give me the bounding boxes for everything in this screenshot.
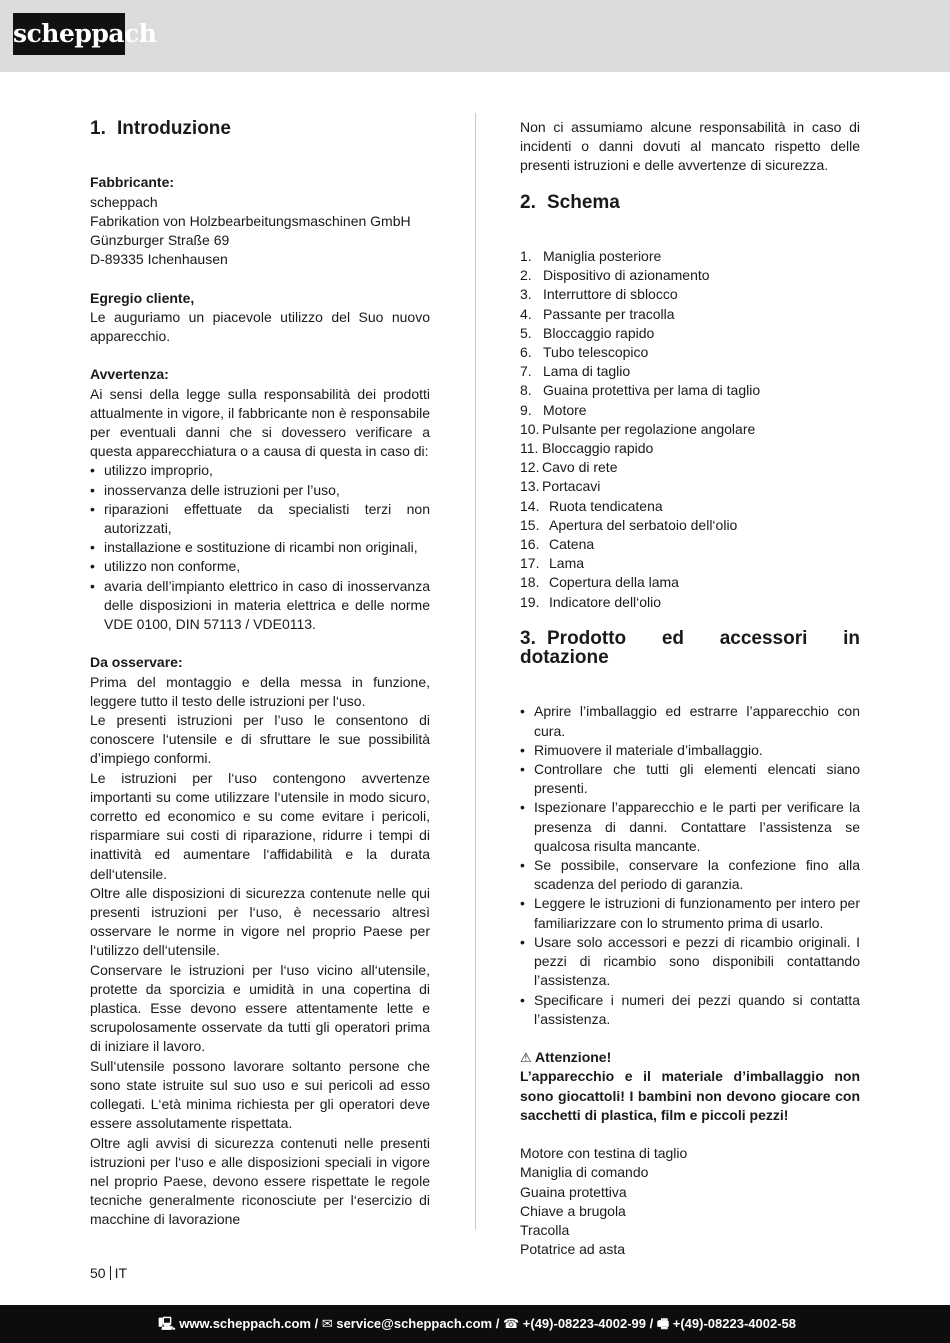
schema-item: 9. Motore bbox=[520, 401, 587, 418]
page-number: 50 IT bbox=[90, 1265, 128, 1281]
schema-item: 3. Interruttore di sblocco bbox=[520, 286, 678, 303]
list-item: • utilizzo non conforme, bbox=[90, 557, 430, 576]
liability-text: Non ci assumiamo alcune responsabilità in caso di incidenti o danni dovuti al mancato rispetto delle presenti istruzioni e delle avvertenze di sicurezza. bbox=[520, 119, 860, 174]
list-item: • Leggere le istruzioni di funzionamento per intero per familiarizzare con lo strumento prima di usarlo. bbox=[520, 894, 860, 932]
contact-line: 🖳 www.scheppach.com / ✉ service@scheppach.com / ☎ +(49)-08223-4002-99 / 🖷 +(49)-08223-4002-58 bbox=[158, 1316, 796, 1331]
contents-item: Potatrice ad asta bbox=[520, 1241, 626, 1258]
scheppach-logo: scheppach bbox=[13, 13, 125, 55]
manufacturer-label: Fabbricante: bbox=[90, 174, 175, 191]
attention-heading: ⚠ Attenzione! bbox=[520, 1049, 612, 1066]
manufacturer-line: Fabrikation von Holzbearbeitungsmaschinen GmbH bbox=[90, 212, 411, 229]
section-heading-schema: 2. Schema bbox=[520, 191, 620, 213]
schema-item: 13. Portacavi bbox=[520, 478, 601, 495]
manufacturer-line: scheppach bbox=[90, 193, 158, 210]
monitor-icon: 🖳 bbox=[158, 1316, 176, 1331]
schema-item: 19. Indicatore dell‘olio bbox=[520, 593, 662, 610]
warning-label: Avvertenza: bbox=[90, 366, 169, 383]
list-item: • Rimuovere il materiale d’imballaggio. bbox=[520, 741, 860, 760]
manufacturer-line: Günzburger Straße 69 bbox=[90, 232, 230, 248]
observe-paragraph: Sull‘utensile possono lavorare soltanto persone che sono state istruite sul suo uso e sui pericoli ad esso collegati. L‘età minima richiesta per gli operatori deve essere assolutamente rispettata. bbox=[90, 1057, 430, 1132]
contents-item: Tracolla bbox=[520, 1221, 570, 1238]
right-column bbox=[520, 118, 860, 1259]
observe-paragraph: Le istruzioni per l‘uso contengono avvertenze importanti su come utilizzare l‘utensile in modo sicuro, corretto ed economico e su come evitare i pericoli, risparmiare sui costi di riparazione, ridurre i tempi di inattività ed aumentare l‘affidabilità e la durata dell‘utensile. bbox=[90, 769, 430, 882]
list-item: • Controllare che tutti gli elementi elencati siano presenti. bbox=[520, 760, 860, 798]
schema-item: 18. Copertura della lama bbox=[520, 574, 679, 591]
section-heading-delivery: 3. Prodotto ed accessori in dotazione bbox=[520, 627, 860, 669]
warning-list bbox=[90, 461, 430, 634]
schema-item: 8. Guaina protettiva per lama di taglio bbox=[520, 382, 761, 399]
schema-item: 4. Passante per tracolla bbox=[520, 305, 675, 322]
section-heading-introduction: 1. Introduzione bbox=[90, 118, 231, 139]
schema-item: 16. Catena bbox=[520, 536, 595, 553]
list-item: • Ispezionare l’apparecchio e le parti per verificare la presenza di danni. Contattare l’assistenza se qualcosa risulta mancante. bbox=[520, 798, 860, 856]
schema-item: 12. Cavo di rete bbox=[520, 459, 618, 476]
schema-item: 10. Pulsante per regolazione angolare bbox=[520, 420, 756, 437]
delivery-list bbox=[520, 702, 860, 1028]
warning-text: Ai sensi della legge sulla responsabilità dei prodotti attualmente in vigore, il fabbricante non è responsabile per eventuali danni che si dovessero verificare a questa apparecchiatura o a causa di questa in caso di: bbox=[90, 385, 430, 460]
list-item: • Specificare i numeri dei pezzi quando si contatta l’assistenza. bbox=[520, 991, 860, 1029]
list-item: • avaria dell’impianto elettrico in caso di inosservanza delle disposizioni in materia elettrica e delle norme VDE 0100, DIN 57113 / VDE0113. bbox=[90, 577, 430, 635]
observe-paragraph: Prima del montaggio e della messa in funzione, leggere tutto il testo delle istruzioni per l‘uso. bbox=[90, 673, 430, 709]
contents-item: Guaina protettiva bbox=[520, 1183, 627, 1200]
observe-paragraph: Oltre alle disposizioni di sicurezza contenute nelle qui presenti istruzioni per l‘uso, è necessario altresì osservare le norme in vigore nel proprio Paese per l‘utilizzo dell‘utensile. bbox=[90, 884, 430, 959]
greeting-label: Egregio cliente, bbox=[90, 289, 195, 306]
attention-text: L’apparecchio e il materiale d’imballaggio non sono giocattoli! I bambini non devono giocare con sacchetti di plastica, film e piccoli pezzi! bbox=[520, 1068, 860, 1123]
phone-icon: ☎ bbox=[502, 1316, 520, 1331]
observe-paragraph: Oltre agli avvisi di sicurezza contenuti nelle presenti istruzioni per l‘uso e alle disposizioni speciali in vigore nel proprio Paese, devono essere rispettate le regole tecniche generalmente riconosciute per l‘esercizio di macchine di lavorazione bbox=[90, 1134, 430, 1228]
list-item: • installazione e sostituzione di ricambi non originali, bbox=[90, 538, 430, 557]
manufacturer-line: D-89335 Ichenhausen bbox=[90, 251, 228, 268]
mail-icon: ✉ bbox=[321, 1316, 333, 1331]
observe-paragraph: Conservare le istruzioni per l‘uso vicino all‘utensile, protette da sporcizia e umidità in una copertina di plastica. Esse devono essere attentamente lette e scrupolosamente osservate da tutti gli operatori prima di iniziare il lavoro. bbox=[90, 961, 430, 1055]
contents-item: Chiave a brugola bbox=[520, 1202, 626, 1219]
greeting-text: Le auguriamo un piacevole utilizzo del Suo nuovo apparecchio. bbox=[90, 308, 430, 344]
email-link[interactable]: service@scheppach.com bbox=[336, 1316, 493, 1331]
fax-number: +(49)-08223-4002-58 bbox=[672, 1316, 796, 1331]
contents-item: Motore con testina di taglio bbox=[520, 1145, 688, 1162]
warning-icon: ⚠ bbox=[520, 1050, 532, 1066]
schema-item: 15. Apertura del serbatoio dell‘olio bbox=[520, 516, 738, 533]
observe-paragraph: Le presenti istruzioni per l’uso le consentono di conoscere l‘utensile e di sfruttare le sue possibilità d’impiego conformi. bbox=[90, 712, 430, 767]
schema-item: 17. Lama bbox=[520, 555, 585, 572]
website-link[interactable]: www.scheppach.com bbox=[179, 1316, 311, 1331]
list-item: • riparazioni effettuate da specialisti terzi non autorizzati, bbox=[90, 500, 430, 538]
schema-item: 11. Bloccaggio rapido bbox=[520, 440, 654, 457]
schema-item: 6. Tubo telescopico bbox=[520, 344, 649, 361]
list-item: • Usare solo accessori e pezzi di ricambio originali. I pezzi di ricambio sono disponibili contattando l’assistenza. bbox=[520, 933, 860, 991]
observe-label: Da osservare: bbox=[90, 654, 183, 671]
schema-item: 14. Ruota tendicatena bbox=[520, 497, 663, 514]
page-number-separator bbox=[110, 1266, 111, 1280]
schema-item: 2. Dispositivo di azionamento bbox=[520, 267, 710, 284]
schema-item: 7. Lama di taglio bbox=[520, 363, 631, 380]
header-bar bbox=[0, 0, 950, 72]
list-item: • utilizzo improprio, bbox=[90, 461, 430, 480]
phone-number: +(49)-08223-4002-99 bbox=[522, 1316, 647, 1331]
list-item: • Aprire l’imballaggio ed estrarre l’apparecchio con cura. bbox=[520, 702, 860, 740]
list-item: • inosservanza delle istruzioni per l’uso, bbox=[90, 481, 430, 500]
schema-item: 5. Bloccaggio rapido bbox=[520, 324, 655, 341]
schema-list bbox=[520, 247, 860, 612]
column-divider bbox=[475, 113, 476, 1230]
footer-bar bbox=[0, 1305, 950, 1343]
list-item: • Se possibile, conservare la confezione fino alla scadenza del periodo di garanzia. bbox=[520, 856, 860, 894]
contents-item: Maniglia di comando bbox=[520, 1164, 649, 1181]
left-column bbox=[90, 118, 430, 1230]
fax-icon: 🖷 bbox=[656, 1316, 670, 1331]
schema-item: 1. Maniglia posteriore bbox=[520, 248, 662, 264]
